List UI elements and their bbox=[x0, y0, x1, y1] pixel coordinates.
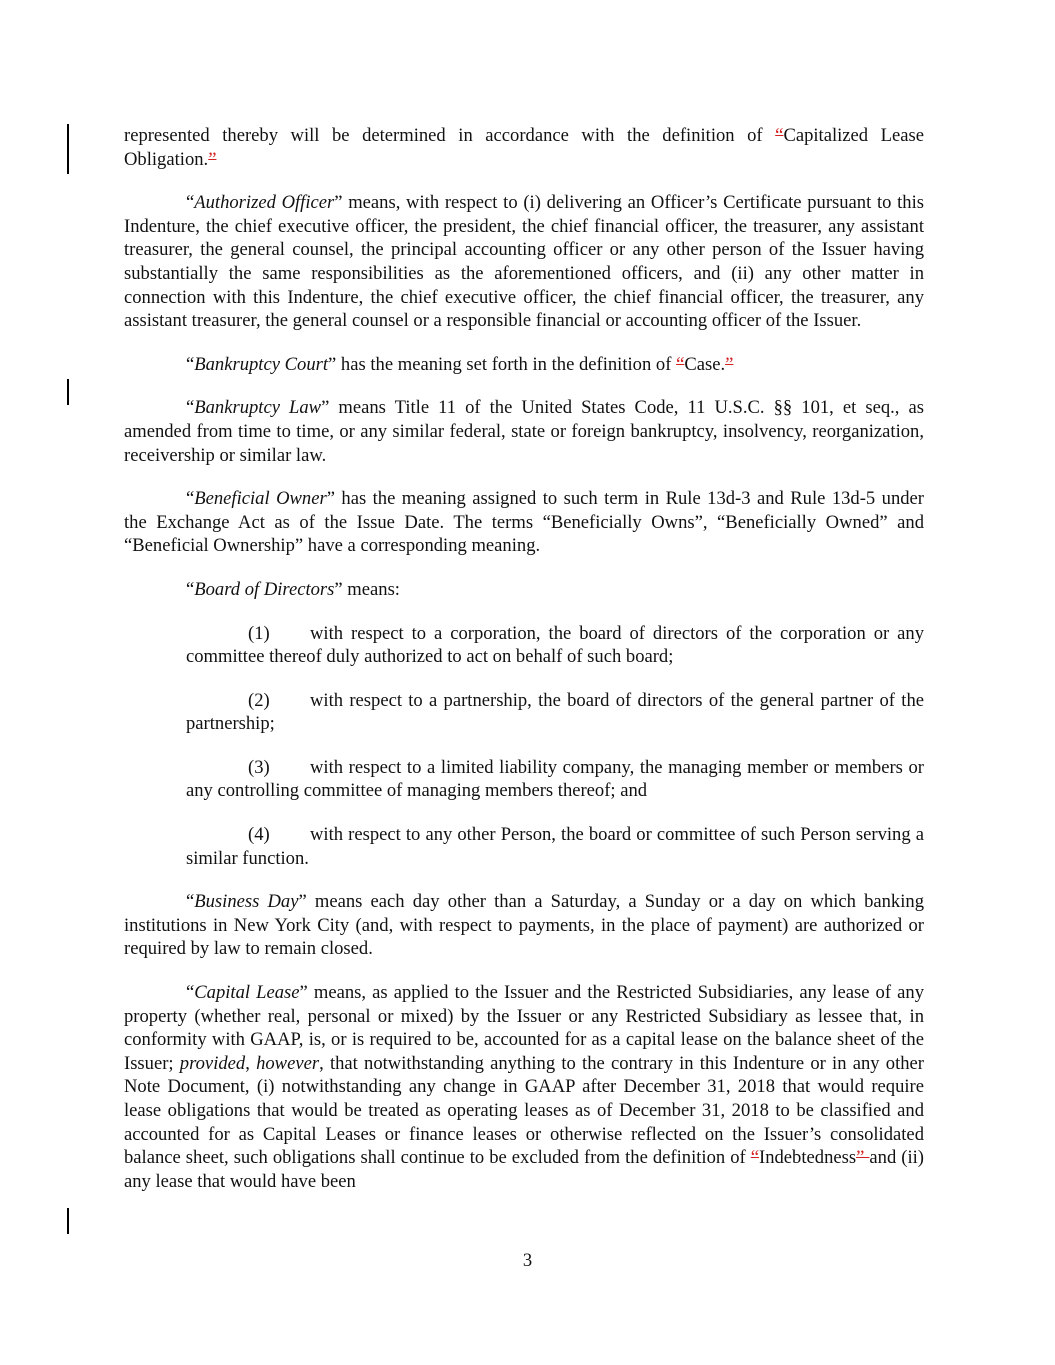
continuation-paragraph: represented thereby will be determined in accordance with the definition of “Capitalized Lease Obligation.” bbox=[124, 125, 925, 170]
definition-authorized-officer: “Authorized Officer” means, with respect to (i) delivering an Officer’s Certificate pursuant to this Indenture, the chief executive officer, the president, the chief financial officer, the treasurer, any assistant treasurer, the general counsel, the principal accounting officer or any other person of the Issuer having substantially the same responsibilities as the aforementioned officers, and (ii) any other matter in connection with this Indenture, the chief executive officer, the chief financial officer, the treasurer, any assistant treasurer, the general counsel or a responsible financial or accounting officer of the Issuer. bbox=[124, 192, 925, 332]
defined-term: Capital Lease bbox=[194, 982, 300, 1004]
definition-capital-lease: “Capital Lease” means, as applied to the Issuer and the Restricted Subsidiaries, any lease of any property (whether real, personal or mixed) by the Issuer or any Restricted Subsidiary as lessee that, in conformity with GAAP, is, or is required to be, accounted for as a capital lease on the balance sheet of the Issuer; provided, however, that notwithstanding anything to the contrary in this Indenture or in any other Note Document, (i) notwithstanding any change in GAAP after December 31, 2018 that would require lease obligations that would be treated as operating leases as of December 31, 2018 to be classified and accounted for as Capital Leases or finance leases or otherwise reflected on the Issuer’s consolidated balance sheet, such obligations shall continue to be excluded from the definition of “Indebtedness” and (ii) any lease that would have been bbox=[124, 982, 924, 1192]
defined-term: Bankruptcy Law bbox=[194, 397, 322, 419]
defined-term: Beneficial Owner bbox=[194, 488, 327, 510]
list-number: (3) bbox=[248, 756, 270, 778]
defined-term: Authorized Officer bbox=[194, 192, 335, 214]
definition-board-of-directors: “Board of Directors” means: bbox=[186, 578, 400, 600]
deleted-quote: “ bbox=[676, 353, 685, 375]
list-number: (4) bbox=[248, 824, 270, 846]
definition-bankruptcy-law: “Bankruptcy Law” means Title 11 of the United States Code, 11 U.S.C. §§ 101, et seq., as amended from time to time, or any similar federal, state or foreign bankruptcy, insolvency, reorganization, receivership or similar law. bbox=[124, 397, 924, 466]
defined-term: Business Day bbox=[194, 891, 299, 913]
deleted-quote: ” bbox=[208, 148, 217, 170]
deleted-quote: “ bbox=[775, 125, 784, 146]
list-item: (4) with respect to any other Person, the board or committee of such Person serving a similar function. bbox=[186, 824, 924, 869]
defined-term: Bankruptcy Court bbox=[194, 353, 329, 375]
deleted-quote: ” bbox=[725, 353, 734, 375]
definition-bankruptcy-court: “Bankruptcy Court” has the meaning set forth in the definition of “Case.” bbox=[186, 353, 734, 375]
change-bar bbox=[67, 124, 69, 174]
definition-business-day: “Business Day” means each day other than a Saturday, a Sunday or a day on which banking institutions in New York City (and, with respect to payments, in the place of payment) are authorized or required by law to remain closed. bbox=[124, 891, 924, 960]
list-number: (1) bbox=[248, 622, 270, 644]
page-number: 3 bbox=[522, 1250, 533, 1271]
deleted-quote: “ bbox=[750, 1147, 760, 1169]
list-item: (2) with respect to a partnership, the board of directors of the general partner of the partnership; bbox=[186, 689, 924, 735]
document-body bbox=[124, 124, 924, 1213]
change-bar bbox=[67, 379, 69, 405]
list-number: (2) bbox=[248, 689, 270, 711]
list-item: (1) with respect to a corporation, the board of directors of the corporation or any committee thereof duly authorized to act on behalf of such board; bbox=[186, 622, 924, 668]
definition-beneficial-owner: “Beneficial Owner” has the meaning assigned to such term in Rule 13d-3 and Rule 13d-5 under the Exchange Act as of the Issue Date. The terms “Beneficially Owns”, “Beneficially Owned” and “Beneficial Ownership” have a corresponding meaning. bbox=[124, 488, 924, 557]
defined-term: Board of Directors bbox=[194, 578, 335, 600]
deleted-quote: ” bbox=[856, 1147, 870, 1169]
list-item: (3) with respect to a limited liability company, the managing member or members or any controlling committee of managing members thereof; and bbox=[186, 756, 924, 802]
change-bar bbox=[67, 1208, 69, 1234]
